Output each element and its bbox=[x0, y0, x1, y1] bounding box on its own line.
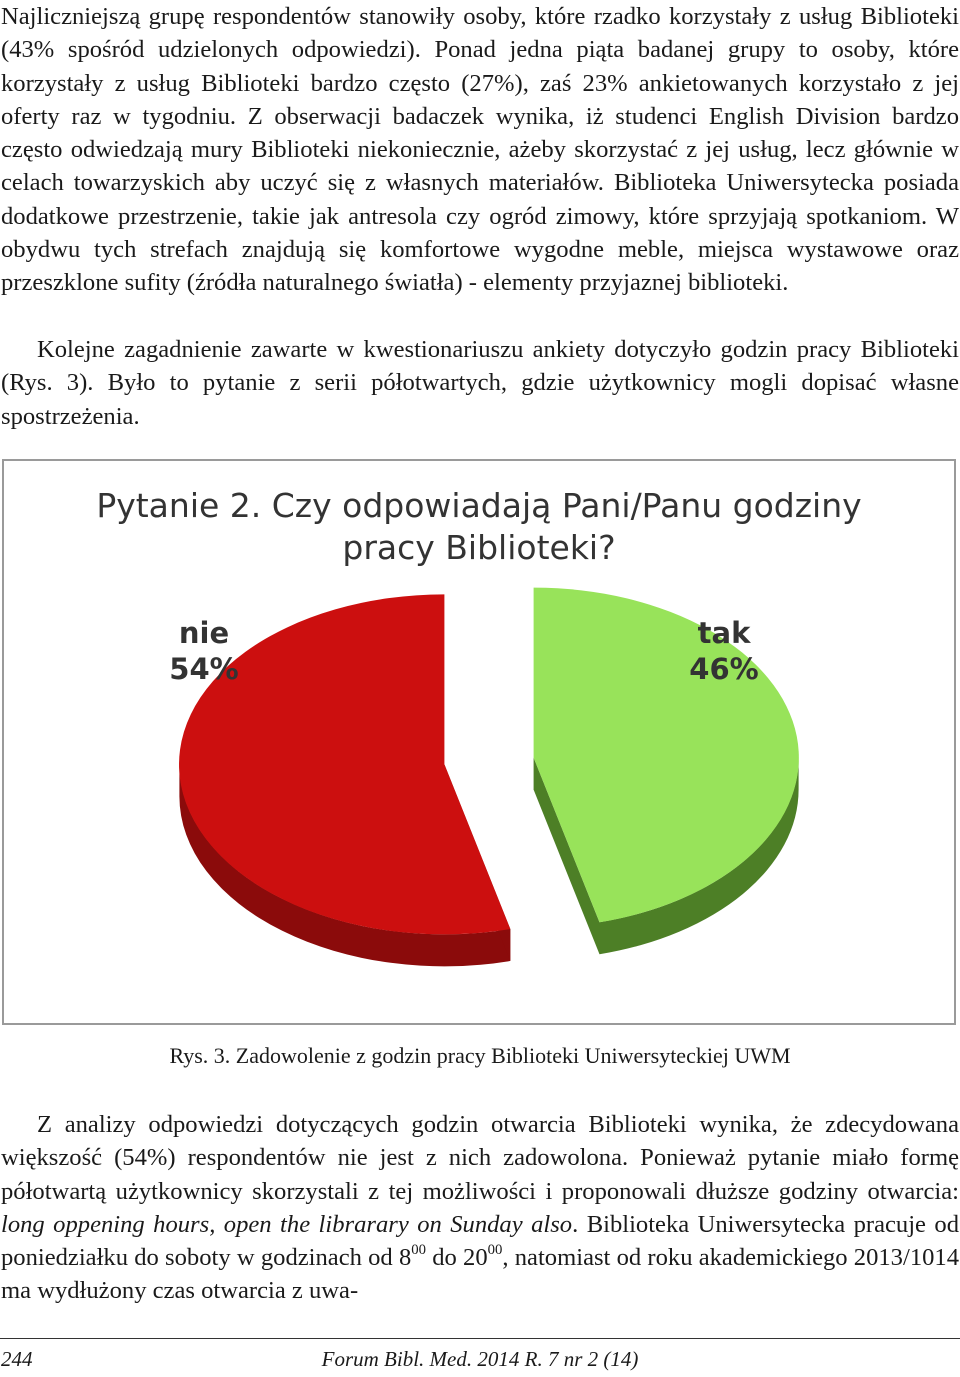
paragraph-3-sup-2: 00 bbox=[487, 1242, 503, 1259]
paragraph-1 bbox=[1, 0, 959, 300]
pie-chart bbox=[4, 461, 954, 1023]
paragraph-2-text: Kolejne zagadnienie zawarte w kwestionariuszu ankiety dotyczyło godzin pracy Biblioteki (Rys. 3). Było to pytanie z serii półotwartych, gdzie użytkownicy mogli dopisać własne spostrzeżenia. bbox=[1, 336, 959, 430]
paragraph-1-text: Najliczniejszą grupę respondentów stanowiły osoby, które rzadko korzystały z usług Biblioteki (43% spośród udzielonych odpowiedzi). Ponad jedna piąta badanej grupy to osoby, które korzystały z usług Biblioteki bardzo często (27%), zaś 23% ankietowanych korzystało z jej oferty raz w tygodniu. Z obserwacji badaczek wynika, iż studenci English Division bardzo często odwiedzają mury Biblioteki niekoniecznie, ażeby skorzystać z jej usług, lecz głównie w celach towarzyskich aby uczyć się z własnych materiałów. Biblioteka Uniwersytecka posiada dodatkowe przestrzenie, takie jak antresola czy ogród zimowy, które sprzyjają spotkaniom. W obydwu tych strefach znajdują się komfortowe wygodne meble, miejsca wystawowe oraz przeszklone sufity (źródła naturalnego światła) - elementy przyjaznej biblioteki. bbox=[1, 3, 959, 297]
page-number: 244 bbox=[1, 1347, 33, 1371]
chart-title-line-2: pracy Biblioteki? bbox=[342, 528, 616, 567]
label-nie-category: nie bbox=[178, 616, 230, 650]
paragraph-2 bbox=[1, 333, 959, 433]
paragraph-3-quote: long oppening hours, open the librarary on Sunday also bbox=[1, 1210, 573, 1238]
figure-caption: Rys. 3. Zadowolenie z godzin pracy Biblioteki Uniwersyteckiej UWM bbox=[169, 1043, 791, 1068]
chart-title-line-1: Pytanie 2. Czy odpowiadają Pani/Panu godziny bbox=[96, 486, 862, 525]
figure-frame bbox=[2, 459, 956, 1025]
paragraph-3-start: Z analizy odpowiedzi dotyczących godzin otwarcia Biblioteki wynika, że zdecydowana większość (54%) respondentów nie jest z nich zadowolona. Ponieważ pytanie miało formę półotwartą użytkownicy skorzystali z tej możliwości i proponowali dłuższe godziny otwarcia: bbox=[1, 1111, 959, 1205]
paragraph-3-end: , natomiast od roku akademickiego 2013/1014 ma wydłużony czas otwarcia z uwa- bbox=[1, 1244, 960, 1305]
label-tak-category: tak bbox=[697, 616, 751, 650]
paragraph-3-sup-1: 00 bbox=[411, 1242, 426, 1259]
paragraph-3-mid: do 20 bbox=[426, 1244, 488, 1272]
paragraph-3 bbox=[1, 1108, 959, 1308]
paragraph-3-after-quote: . Biblioteka Uniwersytecka pracuje od poniedziałku do soboty w godzinach od 8 bbox=[1, 1210, 959, 1272]
label-tak-value: 46% bbox=[689, 652, 759, 686]
journal-reference: Forum Bibl. Med. 2014 R. 7 nr 2 (14) bbox=[321, 1347, 639, 1371]
footer-rule bbox=[0, 1338, 960, 1339]
slice-tak bbox=[534, 588, 799, 955]
slice-nie bbox=[179, 594, 510, 966]
label-nie-value: 54% bbox=[169, 652, 239, 686]
